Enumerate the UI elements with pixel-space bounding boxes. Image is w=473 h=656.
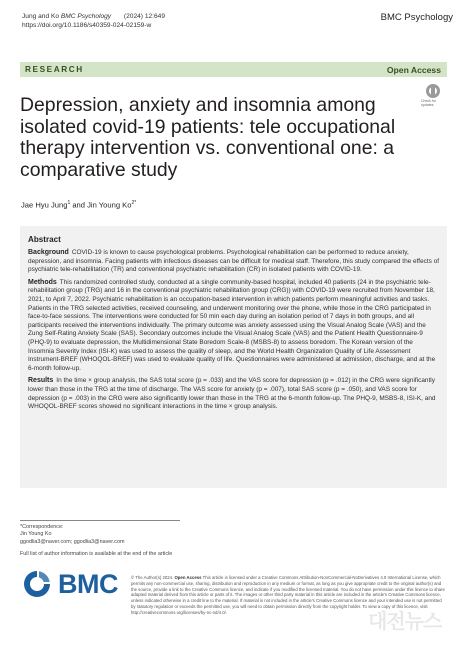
copyright-text: © The Author(s) 2024.	[131, 575, 174, 580]
background-text: COVID-19 is known to cause psychological problems. Psychological rehabilitation can be performed to reduce anxiety, depression, and insomnia. Facing patients with infectious diseases can be difficult for medical staff. Therefore, this study compared the effects of psychiatric tele-rehabilitation (TR) and conventional psychiatric rehabilitation (CR) in isolated patients with COVID-19.	[28, 249, 440, 274]
results-text: In the time × group analysis, the SAS total score (p = .033) and the VAS score for depression (p = .012) in the CRG were significantly lower than those in the TRG at the time of discharge. The VAS score for anxiety (p = .007), total SAS score (p = .050), and VAS score for depression (p = .003) in the CRG were also significantly lower than those in the TRG at the 6-month follow-up. The PHQ-9, MSBS-8, ISI-K, and WHOQOL-BREF scores showed no significant interactions in the time × group analysis.	[28, 377, 436, 411]
bmc-logo-icon	[22, 569, 52, 599]
check-for-updates-label: Check for updates	[421, 99, 436, 107]
correspondence-label: *Correspondence:	[20, 524, 64, 530]
affiliation-note: Full list of author information is available at the end of the article	[20, 551, 173, 558]
abstract-box	[20, 226, 447, 488]
running-header	[22, 12, 165, 30]
author-affiliation-mark: 1	[67, 200, 71, 206]
journal-name: BMC Psychology	[380, 12, 453, 23]
section-bar	[20, 62, 447, 77]
correspondence-email[interactable]: ggodlia3@naver.com; ggodlia3@naver.com	[20, 538, 125, 545]
abstract-methods	[28, 279, 440, 374]
background-label: Background	[28, 249, 69, 256]
author-line	[21, 200, 136, 210]
citation-authors: Jung and Ko	[22, 13, 60, 20]
abstract-background	[28, 249, 440, 275]
section-label: RESEARCH	[25, 65, 84, 74]
author-name: Jae Hyu Jung	[21, 200, 68, 210]
abstract-results	[28, 377, 440, 411]
citation-journal: BMC Psychology	[60, 13, 112, 20]
bmc-logo-text: BMC	[58, 569, 118, 599]
author-name: Jin Young Ko	[87, 200, 132, 210]
bmc-logo	[22, 569, 118, 599]
doi-link[interactable]: https://doi.org/10.1186/s40359-024-02159-w	[22, 22, 152, 29]
author-separator: and	[70, 200, 88, 210]
results-label: Results	[28, 377, 54, 385]
crossmark-icon	[426, 84, 440, 98]
license-open-access-label: Open Access	[174, 575, 202, 580]
correspondence-name: Jin Young Ko	[20, 531, 52, 538]
license-text: This article is licensed under a Creative Commons Attribution-NonCommercial-NoDerivatives 4.0 International License, which permits any non-commercial use, sharing, distribution and reproduction in any medium or format, as long as you give appropriate credit to the original author(s) and the source, provide a link to the Creative Commons licence, and indicate if you modified the licensed material. You do not have permission under this licence to share adapted material derived from this article or parts of it. The images or other third party material in this article are included in the article's Creative Commons licence, unless indicated otherwise in a credit line to the material. If material is not included in the article's Creative Commons licence and your intended use is not permitted by statutory regulation or exceeds the permitted use, you will need to obtain permission directly from the copyright holder. To view a copy of this licence, visit http://creativecommons.org/licenses/by-nc-nd/4.0/.	[131, 575, 445, 615]
citation-year-volume: (2024) 12:649	[123, 13, 165, 20]
methods-text: This randomized controlled study, conducted at a single community-based hospital, included 40 patients (24 in the psychiatric tele-rehabilitation group (TRG) and 16 in the conventional psychiatric rehabilitation group (CRG)) with COVID-19 were recruited from November 18, 2021, to April 7, 2022. Psychiatric rehabilitation is an occupation-based intervention in which patients perform meaningful activities and tasks. Patients in the TRG selected activities, received counseling, and underwent monitoring over the phone, while those in the CRG participated in face-to-face sessions. The interventions were conducted for 50 min each day during an isolation period of 7 days in both groups, and all participants received the interventions individually. The primary outcome was anxiety assessed using the Visual Analog Scale (VAS) and the Zung Self-Rating Anxiety Scale (SAS). Secondary outcomes include the Visual Analog Scale (VAS) and the Patient Health Questionnaire-9 (PHQ-9) to evaluate depression, the Multidimensional State Boredom Scale-8 (MSBS-8) to assess boredom. The Korean version of the Insomnia Severity Index (ISI-K) was used to assess the quality of sleep, and the World Health Organization Quality of Life Assessment Instrument-BREF (WHOQOL-BREF) was used to evaluate quality of life. Questionnaires were administered at admission, discharge, and at the 6-month follow-up.	[28, 278, 436, 372]
abstract-heading: Abstract	[28, 235, 61, 244]
correspondence-footnote	[20, 520, 180, 559]
open-access-label: Open Access	[386, 64, 441, 75]
author-affiliation-mark: 2*	[131, 200, 137, 206]
methods-label: Methods	[28, 278, 57, 286]
check-for-updates-badge[interactable]	[421, 84, 445, 108]
article-title: Depression, anxiety and insomnia among isolated covid-19 patients: tele occupational therapy intervention vs. conventional one: a comparative study	[20, 94, 396, 181]
news-watermark: 대전뉴스	[368, 611, 442, 633]
